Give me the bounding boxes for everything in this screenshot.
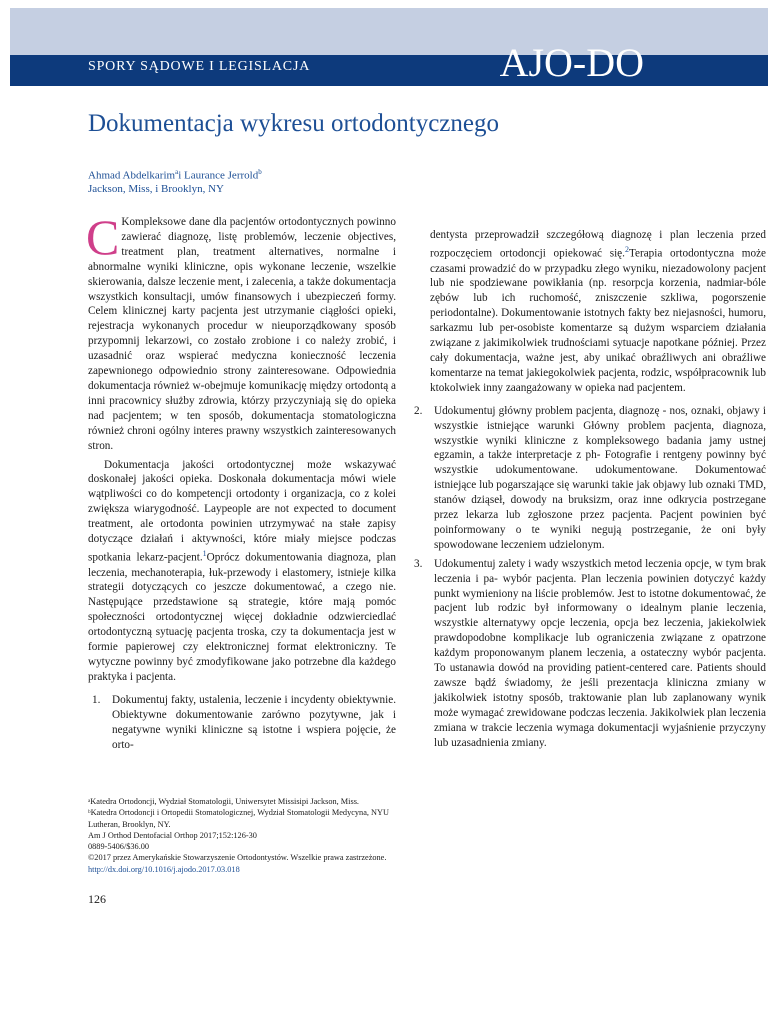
list-item-3-text: Udokumentuj zalety i wady wszystkich metod leczenia opcje, w tym brak leczenia i pa- wybór pacjenta. Plan leczenia powinien dotyczyć każdy punkt wymieniony na liście problemów. Jest to istotne dokumentować, że pacjent lub rodzic był informowany o idealnym planie leczenia, wszystkie alternatywy opcje leczenia, opcja bez leczenia, jakiekolwiek prawdopodobne komplikacje lub ograniczenia związane z opatrzone każdym proponowanym planem leczenia, a ostateczny wybór pacjenta. To ustanawia dowód na providing patient-centered care. Patients should zawsze bądź świadomy, że jeśli prezentacja kliniczna zmiany w jakikolwiek istotny sposób, traktowanie plan lub zaplanowany wynik może wymagać zrewidowane podczas leczenia. Jakikolwiek plan leczenia zmiana w trakcie leczenia wymaga dokumentacji wyjaśnienie przyczyny lub uzasadnienia zmiany. [434, 557, 766, 749]
list-item-3 [410, 557, 766, 751]
intro-text: Kompleksowe dane dla pacjentów ortodontycznych powinno zawierać diagnozę, listę problemów, leczenie objectives, treatment plan, treatment alternatives, normalne i abnormalne wyniki kliniczne, opis wykonane leczenie, wszelkie skierowania, dalsze leczenie ment, i zalecenia, a także dokumentacja wszystkich konsultacji, umów finansowych i ubezpieczeń formy. Celem klinicznej karty pacjenta jest utrzymanie ciągłości opieki, rejestracja wykonanych procedur w nieuporządkowany sposób przypomnij lekarzowi, co zostało zrobione i co należy zrobić, i uzasadnić oraz wspierać medyczna konieczność leczenia zapewnionego odpowiednio strony zainteresowane. Odpowiednia dokumentacja również w-obejmuje komunikację między ortodontą a inni pracownicy służby zdrowia, którzy przyczyniają się do opieka nad pacjentem; w ten sposób, dokumentacja stomatologiczna również chroni ogólny interes prawny wszystkich zainteresowanych stron. [88, 216, 396, 452]
footnote-affiliation-b: ᵇKatedra Ortodoncji i Ortopedii Stomatologicznej, Wydział Stomatologii Medycyna, NYU Lutheran, Brooklyn, NY. [88, 808, 390, 829]
journal-citation: Am J Orthod Dentofacial Orthop 2017;152:126-30 [88, 830, 257, 840]
left-column [86, 209, 396, 752]
header-band [10, 8, 768, 55]
author-1-affil-ref[interactable]: a [175, 168, 179, 176]
quality-text-b: Oprócz dokumentowania diagnoza, plan leczenia, mechanoterapia, łuk-przewody i elastomery, istnieje kilka strategii dotyczących co jeszcze dokumentować, a czego nie. Następujące przedstawione są strategie, które mają pomóc społeczności ortodontycznej więcej dokładnie odzwierciedlać ortodontyczną sytuację pacjenta troska, czy ta dokumentacja jest w formie papierowej czy elektronicznej format elektroniczny. Te wytyczne powinny być zmodyfikowane jako potrzebne dla każdego praktyka i pacjenta. [88, 551, 396, 683]
issn: 0889-5406/$36.00 [88, 842, 150, 852]
author-locations: Jackson, Miss, i Brooklyn, NY [88, 183, 224, 195]
list-item-2-text: Udokumentuj główny problem pacjenta, diagnozę - nos, oznaki, objawy i wszystkie istniejące warunki Główny problem pacjenta, diagnoza, wszystkie wyniki kliniczne z kompleksowego badania jamy ustnej egzamin, a także interpretacje z ph- Fotografie i rentgeny powinny być wszystkie udokumentowane. udokumentowane. Dokumentować istniejące lub pogarszające się warunki takie jak objawy lub oznaki TMD, stanów dziąseł, dowody na bruksizm, oraz inne odkrycia postrzegane przez lekarza lub zgłoszone przez pacjenta. Pacjent powinien być poinformowany o te wyniki negują postrzeganie, że oni były spowodowane leczeniem udzielonym. [434, 404, 766, 551]
page-number: 126 [88, 892, 106, 906]
list-item-1-text: Dokumentuj fakty, ustalenia, leczenie i incydenty obiektywnie. Obiektywne dokumentowanie zarówno pozytywne, jak i negatywne wyniki kliniczne są istotne i wspiera pojęcie, że orto- [112, 693, 396, 751]
footnote-affiliation-a: ᵃKatedra Ortodoncji, Wydział Stomatologii, Uniwersytet Missisipi Jackson, Miss. [88, 797, 360, 806]
list-number: 2. [414, 404, 423, 417]
continued-text-a: dentysta przeprowadził szczegółową diagnozę i plan leczenia przed rozpoczęciem ortodoncji opiekować się. [430, 229, 766, 260]
section-label: SPORY SĄDOWE I LEGISLACJA [88, 59, 311, 74]
copyright: ©2017 przez Amerykańskie Stowarzyszenie Ortodontystów. Wszelkie prawa zastrzeżone. [88, 853, 387, 863]
quality-text-a: Dokumentacja jakości ortodontycznej może wskazywać doskonałej jakości opieka. Doskonała dokumentacja mówi wiele wątpliwości co do kompetencji ortodonty i organizacja, co z kolei zwiększa wiarygodność. Laypeople are not expected to document treatment, ale ortodonta powinien utrzymywać na stałe zapisy dotyczące działań i aktywności, które miały miejsce podczas spotkania lekarz-pacjent. [88, 458, 396, 564]
list-number: 1. [92, 693, 101, 706]
author-line [88, 168, 262, 182]
list-item-1-continued [410, 228, 766, 396]
article-title: Dokumentacja wykresu ortodontycznego [88, 110, 499, 137]
author-2-affil-ref[interactable]: b [258, 168, 262, 176]
list-item-1 [88, 693, 396, 753]
paragraph-intro [86, 209, 396, 454]
drop-cap: C [86, 209, 120, 265]
list-number: 3. [414, 557, 423, 570]
guideline-list-continued [410, 404, 766, 751]
paragraph-quality [88, 458, 396, 685]
footnotes [88, 796, 396, 875]
reference-link-1[interactable]: 1 [202, 548, 207, 558]
right-column [410, 228, 766, 751]
list-item-2 [410, 404, 766, 553]
author-1: Ahmad Abdelkarim [88, 169, 176, 182]
guideline-list [88, 693, 396, 753]
continued-text-b: Terapia ortodontyczna może czasami prowadzić do w przypadku złego wyniku, niezadowolony pacjent lub nie spodziewane powikłania (np. resorpcja korzenia, nadmiar-bóle zębów lub ich ruchomość, zniszczenie szkliwa, pogorszenie periodontalne). Dokumentowanie istotnych fakty bez niejasności, humoru, sarkazmu lub per-osobiste komentarze są dużym wsparciem działania związane z jakimikolwiek trudnościami sytuacje napotkane później. Przez cały dokumentacja, ważne jest, aby unikać obraźliwych ani obraźliwe komentarze na temat jakiegokolwiek pacjenta, rodzic, współpracownik lub ktokolwiek inny zaangażowany w opieka nad pacjentem. [430, 247, 766, 394]
author-2: i Laurance Jerrold [178, 169, 259, 182]
reference-link-2[interactable]: 2 [624, 244, 629, 254]
doi-link[interactable]: http://dx.doi.org/10.1016/j.ajodo.2017.03.018 [88, 864, 240, 874]
journal-logo: AJO-DO [499, 40, 644, 85]
